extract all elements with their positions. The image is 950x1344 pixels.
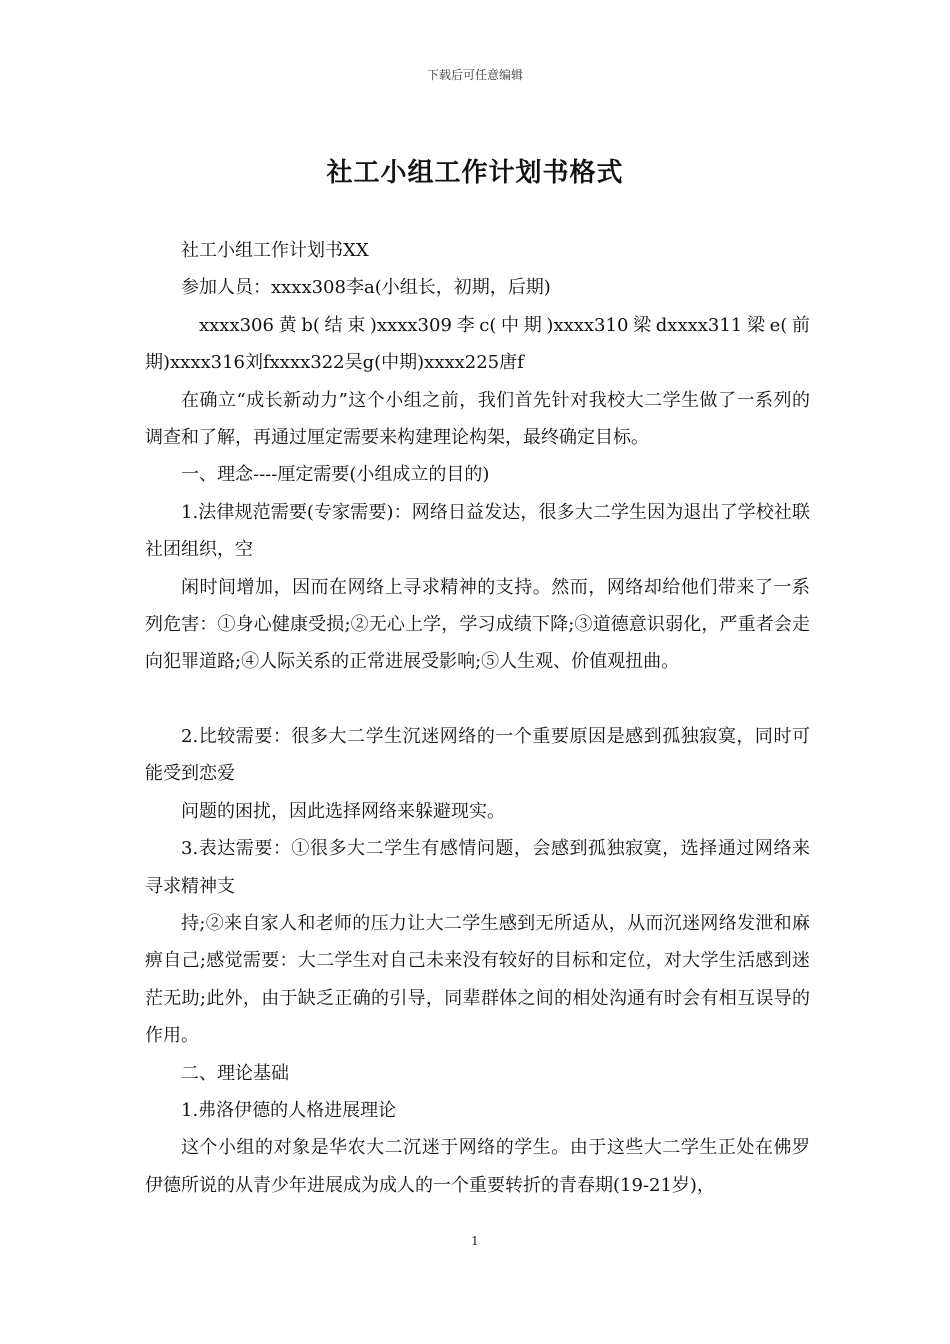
paragraph-normative-need: 1.法律规范需要(专家需要)：网络日益发达，很多大二学生因为退出了学校社联社团组织，空 xyxy=(145,501,810,561)
section-heading-theory: 二、理论基础 xyxy=(181,1062,289,1084)
paragraph-comparative-need-cont: 问题的困扰，因此选择网络来躲避现实。 xyxy=(181,800,505,822)
subheading-freud-theory: 1.弗洛伊德的人格进展理论 xyxy=(181,1099,397,1121)
paragraph-comparative-need: 2.比较需要：很多大二学生沉迷网络的一个重要原因是感到孤独寂寞，同时可能受到恋爱 xyxy=(145,725,810,785)
paragraph-participant-list: xxxx306黄b(结束)xxxx309李c(中期)xxxx310梁dxxxx311梁e(前期)xxxx316刘fxxxx322吴g(中期)xxxx225唐f xyxy=(145,314,810,374)
page-number: 1 xyxy=(471,1234,479,1248)
paragraph-expressed-need: 3.表达需要：①很多大二学生有感情问题，会感到孤独寂寞，选择通过网络来寻求精神支 xyxy=(145,838,810,897)
paragraph-expressed-need-cont: 持;②来自家人和老师的压力让大二学生感到无所适从，从而沉迷网络发泄和麻痹自己;感觉需要：大二学生对自己未来没有较好的目标和定位，对大学生活感到迷茫无助;此外，由于缺乏正确的引导，同辈群体之间的相处沟通有时会有相互误导的作用。 xyxy=(145,912,810,1047)
document-body xyxy=(145,232,810,1204)
paragraph-normative-need-cont: 闲时间增加，因而在网络上寻求精神的支持。然而，网络却给他们带来了一系列危害：①身心健康受损;②无心上学，学习成绩下降;③道德意识弱化，严重者会走向犯罪道路;④人际关系的正常进展受影响;⑤人生观、价值观扭曲。 xyxy=(145,576,810,673)
page-header-note: 下载后可任意编辑 xyxy=(426,68,523,82)
paragraph-plan-name: 社工小组工作计划书XX xyxy=(181,240,369,261)
paragraph-participants: 参加人员：xxxx308李a(小组长，初期，后期) xyxy=(181,277,551,299)
paragraph-intro: 在确立“成长新动力”这个小组之前，我们首先针对我校大二学生做了一系列的调查和了解，再通过厘定需要来构建理论构架，最终确定目标。 xyxy=(145,389,810,449)
section-heading-concept: 一、理念----厘定需要(小组成立的目的) xyxy=(181,464,490,486)
document-title: 社工小组工作计划书格式 xyxy=(326,158,624,188)
paragraph-group-target: 这个小组的对象是华农大二沉迷于网络的学生。由于这些大二学生正处在佛罗伊德所说的从青少年进展成为成人的一个重要转折的青春期(19-21岁)， xyxy=(145,1137,810,1196)
